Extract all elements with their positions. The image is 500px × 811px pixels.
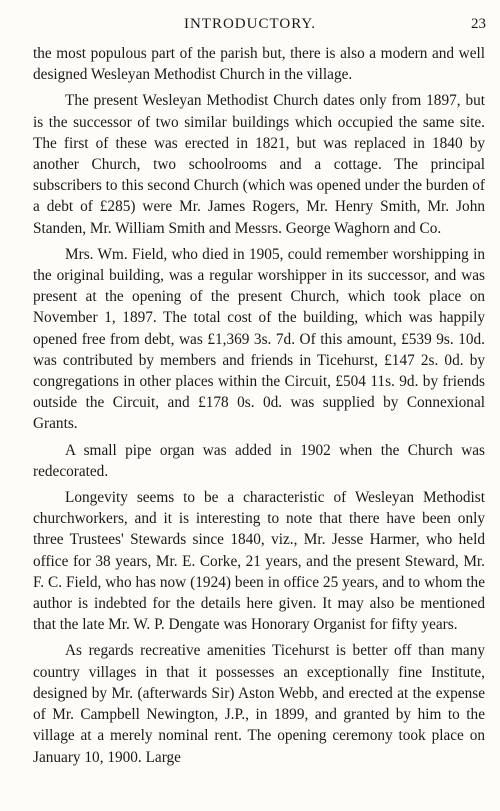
paragraph: The present Wesleyan Methodist Church dates only from 1897, but is the successor of two similar buildings which occupied the same site. The first of these was erected in 1821, but was replaced in 1840 by another Church, two schoolrooms and a cottage. The principal subscribers to this second Church (which was opened under the burden of a debt of £285) were Mr. James Rogers, Mr. Henry Smith, Mr. John Standen, Mr. William Smith and Messrs. George Waghorn and Co.: [33, 92, 485, 237]
paragraph: As regards recreative amenities Ticehurst is better off than many country villages in that it possesses an exceptionally fine Institute, designed by Mr. (afterwards Sir) Aston Webb, and erected at the expense of Mr. Campbell Newington, J.P., in 1899, and granted by him to the village at a merely nominal rent. The opening ceremony took place on January 10, 1900. Large: [33, 642, 485, 766]
body-text: [33, 43, 485, 773]
paragraph-continued: the most populous part of the parish but, there is also a modern and well designed Wesleyan Methodist Church in the village.: [33, 45, 485, 84]
running-head: INTRODUCTORY.: [183, 16, 317, 32]
paragraph: Longevity seems to be a characteristic of Wesleyan Methodist churchworkers, and it is interesting to note that there have been only three Trustees' Stewards since 1840, viz., Mr. Jesse Harmer, who held office for 38 years, Mr. E. Corke, 21 years, and the present Steward, Mr. F. C. Field, who has now (1924) been in office 25 years, and to whom the author is indebted for the details here given. It may also be mentioned that the late Mr. W. P. Dengate was Honorary Organist for fifty years.: [33, 489, 485, 634]
page-header: [30, 16, 490, 38]
page-number: 23: [471, 16, 486, 32]
paragraph: A small pipe organ was added in 1902 when the Church was redecorated.: [33, 441, 485, 480]
paragraph: Mrs. Wm. Field, who died in 1905, could remember worshipping in the original building, was a regular worshipper in its successor, and was present at the opening of the present Church, which took place on November 1, 1897. The total cost of the building, which was happily opened free from debt, was £1,369 3s. 7d. Of this amount, £539 9s. 10d. was contributed by members and friends in Ticehurst, £147 2s. 0d. by congregations in other places within the Circuit, £504 11s. 9d. by friends outside the Circuit, and £178 0s. 0d. was supplied by Connexional Grants.: [33, 245, 485, 433]
